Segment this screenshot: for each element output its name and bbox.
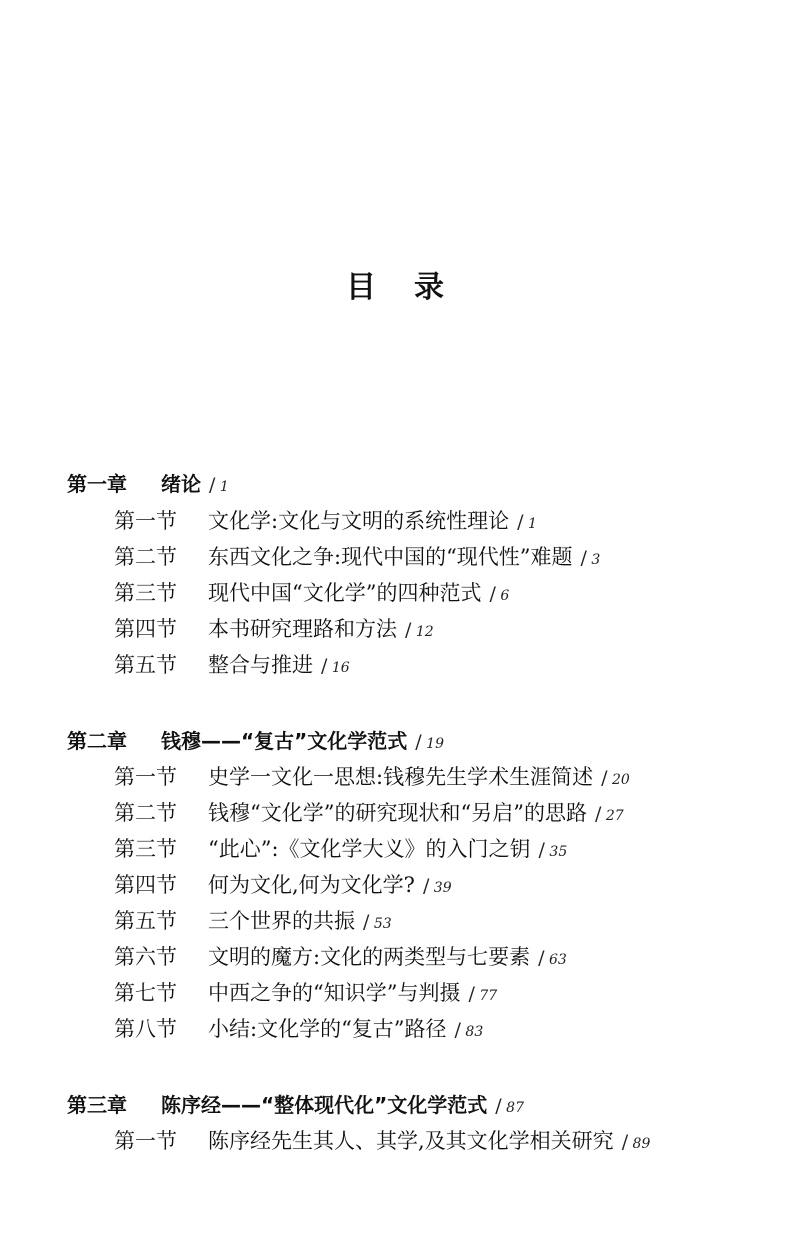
page-number: / 53 (363, 911, 392, 933)
section-label: 第四节 (114, 617, 177, 641)
chapter-title: 陈序经——“整体现代化”文化学范式 (161, 1093, 488, 1117)
section-title: 中西之争的“知识学”与判摄 (208, 981, 461, 1005)
page-number: / 63 (538, 947, 567, 969)
toc-chapter-3[interactable] (67, 1092, 524, 1121)
section-title: 钱穆“文化学”的研究现状和“另启”的思路 (208, 801, 587, 825)
toc-section[interactable] (114, 980, 497, 1009)
section-title: 整合与推进 (208, 653, 313, 677)
page-number: / 3 (580, 547, 601, 569)
chapter-label: 第一章 (67, 472, 127, 496)
toc-section[interactable] (114, 764, 630, 793)
toc-section[interactable] (114, 652, 350, 681)
toc-chapter-2[interactable] (67, 728, 444, 757)
section-label: 第七节 (114, 981, 177, 1005)
chapter-title: 绪论 (161, 472, 201, 496)
page-number: / 16 (321, 655, 350, 677)
title-char-2: 录 (414, 270, 444, 305)
toc-section[interactable] (114, 544, 600, 573)
section-title: 文明的魔方:文化的两类型与七要素 (208, 945, 531, 969)
section-label: 第一节 (114, 509, 177, 533)
page-number: / 27 (594, 803, 624, 825)
section-label: 第五节 (114, 653, 177, 677)
toc-section[interactable] (114, 836, 567, 865)
toc-section[interactable] (114, 1128, 650, 1157)
toc-section[interactable] (114, 908, 392, 937)
page-title (0, 262, 790, 306)
section-title: 史学一文化一思想:钱穆先生学术生涯简述 (208, 765, 594, 789)
chapter-title: 钱穆——“复古”文化学范式 (161, 729, 408, 753)
section-title: 小结:文化学的“复古”路径 (208, 1017, 447, 1041)
section-label: 第三节 (114, 837, 177, 861)
toc-section[interactable] (114, 872, 452, 901)
page-number: / 89 (621, 1131, 651, 1153)
page-number: / 19 (415, 731, 444, 753)
section-label: 第二节 (114, 801, 177, 825)
section-title: “此心”:《文化学大义》的入门之钥 (208, 837, 531, 861)
title-char-1: 目 (346, 270, 376, 305)
toc-section[interactable] (114, 580, 509, 609)
section-label: 第三节 (114, 581, 177, 605)
section-label: 第二节 (114, 545, 177, 569)
toc-section[interactable] (114, 944, 567, 973)
page-number: / 77 (468, 983, 498, 1005)
toc-section[interactable] (114, 800, 624, 829)
section-title: 现代中国“文化学”的四种范式 (208, 581, 482, 605)
section-label: 第一节 (114, 765, 177, 789)
section-title: 东西文化之争:现代中国的“现代性”难题 (208, 545, 573, 569)
toc-section[interactable] (114, 1016, 483, 1045)
page-number: / 35 (538, 839, 568, 861)
section-title: 本书研究理路和方法 (208, 617, 397, 641)
section-title: 陈序经先生其人、其学,及其文化学相关研究 (208, 1129, 614, 1153)
page-number: / 20 (601, 767, 630, 789)
section-title: 文化学:文化与文明的系统性理论 (208, 509, 510, 533)
section-title: 何为文化,何为文化学? (208, 873, 415, 897)
page-number: / 12 (405, 619, 434, 641)
page-number: / 6 (489, 583, 510, 605)
section-title: 三个世界的共振 (208, 909, 355, 933)
chapter-label: 第三章 (67, 1093, 127, 1117)
page-number: / 1 (517, 511, 537, 533)
section-label: 第四节 (114, 873, 177, 897)
section-label: 第六节 (114, 945, 177, 969)
page-number: / 87 (495, 1095, 524, 1117)
section-label: 第一节 (114, 1129, 177, 1153)
page-number: / 83 (454, 1019, 484, 1041)
section-label: 第八节 (114, 1017, 177, 1041)
toc-section[interactable] (114, 508, 537, 537)
section-label: 第五节 (114, 909, 177, 933)
page-number: / 1 (209, 474, 229, 496)
toc-chapter-1[interactable] (67, 471, 229, 500)
toc-section[interactable] (114, 616, 434, 645)
chapter-label: 第二章 (67, 729, 127, 753)
page-number: / 39 (422, 875, 452, 897)
